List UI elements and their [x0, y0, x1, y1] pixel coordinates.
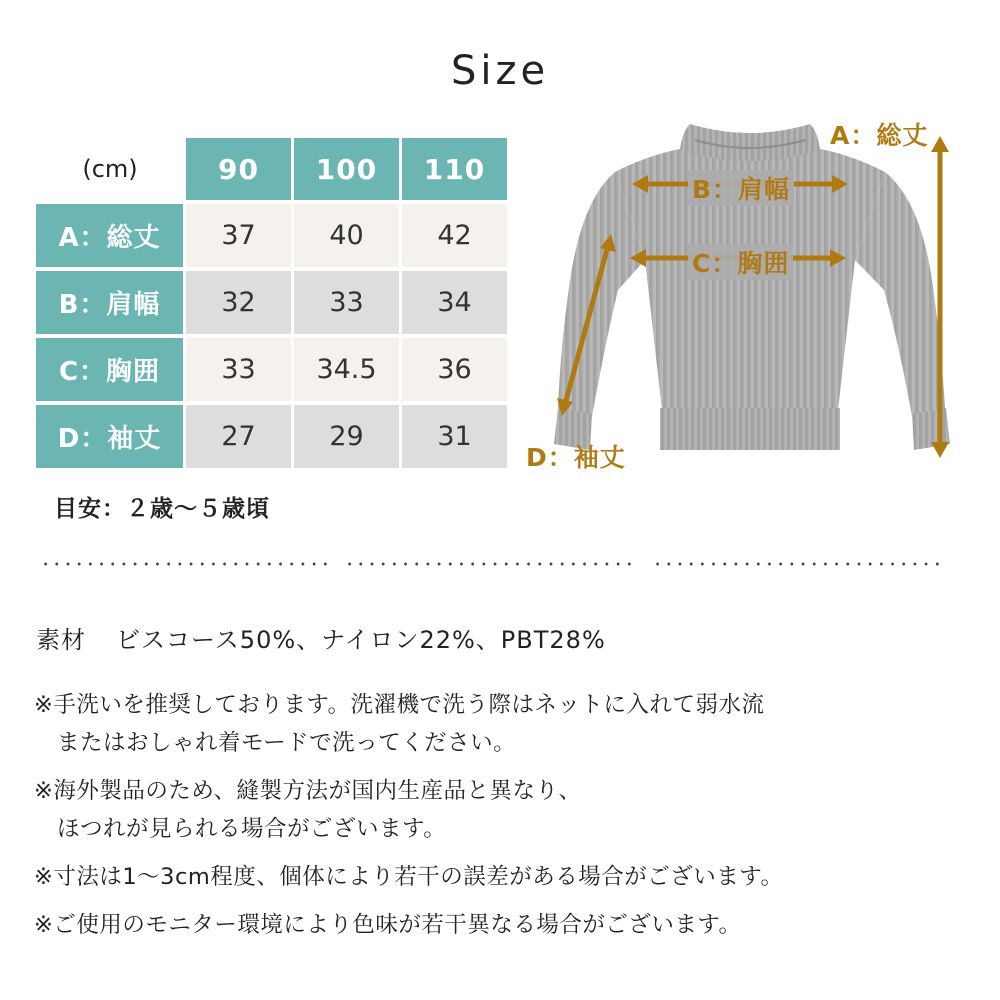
table-cell: 37 — [186, 204, 291, 267]
dotted-divider — [344, 562, 636, 566]
table-cell: 32 — [186, 271, 291, 334]
dotted-divider — [652, 562, 944, 566]
table-cell: 33 — [294, 271, 399, 334]
row-header-a: A：総丈 — [36, 204, 183, 267]
material-label: 素材 — [36, 626, 86, 654]
note-item: ※寸法は1〜3cm程度、個体により若干の誤差がある場合がございます。 — [34, 864, 784, 890]
dotted-divider — [40, 562, 332, 566]
row-header-b: B：肩幅 — [36, 271, 183, 334]
row-header-c: C：胸囲 — [36, 338, 183, 401]
care-notes — [34, 686, 974, 954]
age-guide: 目安：２歳〜５歳頃 — [54, 496, 270, 522]
label-a-total-length: A：総丈 — [830, 121, 929, 150]
table-cell: 34.5 — [294, 338, 399, 401]
col-header-110: 110 — [402, 138, 507, 200]
col-header-90: 90 — [186, 138, 291, 200]
table-cell: 33 — [186, 338, 291, 401]
note-item: ※手洗いを推奨しております。洗濯機で洗う際はネットに入れて弱水流 またはおしゃれ着モードで洗ってください。 — [34, 692, 765, 756]
label-d-sleeve-length: D：袖丈 — [526, 443, 626, 472]
col-header-100: 100 — [294, 138, 399, 200]
table-cell: 27 — [186, 405, 291, 468]
table-cell: 42 — [402, 204, 507, 267]
label-b-shoulder-width: B：肩幅 — [688, 170, 794, 206]
page-title: Size — [450, 48, 550, 94]
table-cell: 36 — [402, 338, 507, 401]
table-cell: 40 — [294, 204, 399, 267]
note-item: ※ご使用のモニター環境により色味が若干異なる場合がございます。 — [34, 912, 742, 938]
unit-label: (cm) — [82, 155, 138, 183]
table-cell: 34 — [402, 271, 507, 334]
table-cell: 29 — [294, 405, 399, 468]
material-value: ビスコース50%、ナイロン22%、PBT28% — [116, 626, 606, 654]
note-item: ※海外製品のため、縫製方法が国内生産品と異なり、 ほつれが見られる場合がございます。 — [34, 778, 582, 842]
material-line — [36, 620, 606, 655]
sweater-measurement-diagram — [520, 110, 990, 490]
sweater-image — [520, 110, 990, 490]
table-cell: 31 — [402, 405, 507, 468]
row-header-d: D：袖丈 — [36, 405, 183, 468]
label-c-chest: C：胸囲 — [688, 244, 793, 280]
